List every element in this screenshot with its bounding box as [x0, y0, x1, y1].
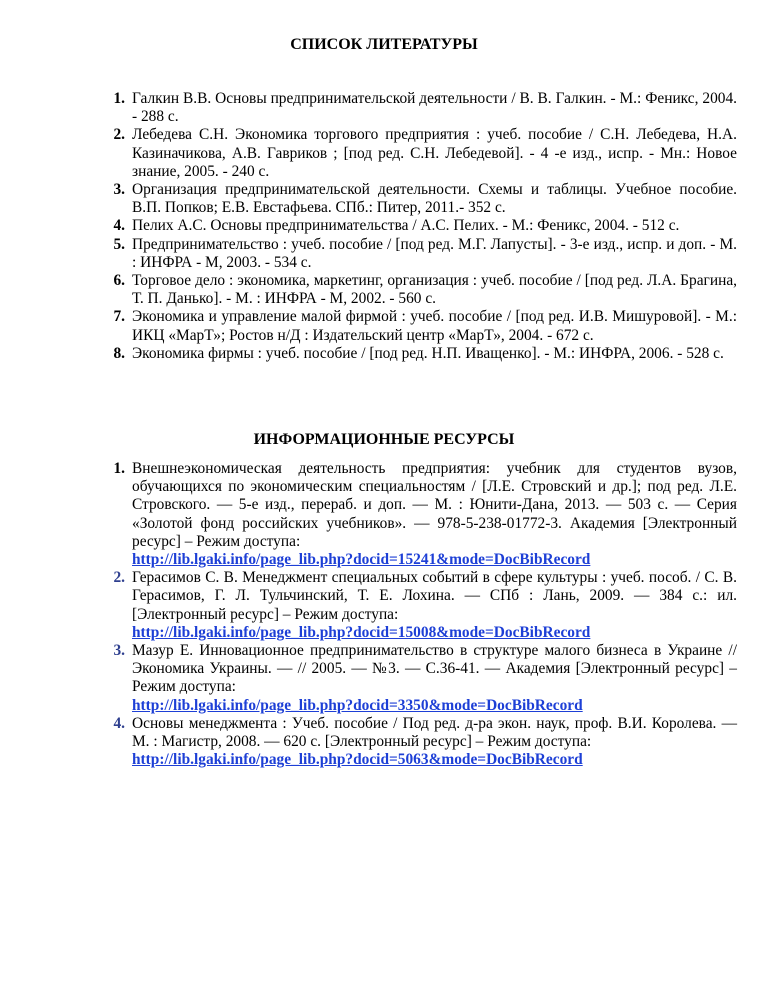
resource-text: Мазур Е. Инновационное предпринимательство в структуре малого бизнеса в Украине // Экономика Украины. — // 2005. — №3. — С.36-41. — Академия [Электронный ресурс] – Режим доступа: — [132, 642, 737, 696]
resource-number: 4. — [113, 714, 125, 732]
reference-number: 3. — [113, 181, 125, 199]
resource-item — [105, 642, 737, 715]
reference-item — [105, 90, 737, 126]
resource-item — [105, 460, 737, 569]
resource-number: 3. — [113, 642, 125, 660]
resource-number: 1. — [113, 460, 125, 477]
resource-number: 2. — [113, 569, 125, 587]
reference-item — [105, 272, 737, 308]
reference-item — [105, 236, 737, 272]
reference-text: Экономика и управление малой фирмой : учеб. пособие / [под ред. И.В. Мишуровой]. - М.: ИКЦ «МарТ»; Ростов н/Д : Издательский центр «МарТ», 2004. - 672 с. — [132, 308, 737, 344]
reference-text: Предпринимательство : учеб. пособие / [под ред. М.Г. Лапусты]. - 3-е изд., испр. и доп. - М. : ИНФРА - М, 2003. - 534 с. — [132, 235, 737, 271]
reference-number: 5. — [113, 235, 125, 253]
reference-number: 1. — [113, 90, 125, 107]
reference-text: Торговое дело : экономика, маркетинг, организация : учеб. пособие / [под ред. Л.А. Брагина, Т. П. Данько]. - М. : ИНФРА - М, 2002. - 560 с. — [132, 272, 737, 308]
reference-text: Галкин В.В. Основы предпринимательской деятельности / В. В. Галкин. - М.: Феникс, 2004. - 288 с. — [132, 90, 737, 126]
reference-item — [105, 217, 737, 235]
reference-text: Экономика фирмы : учеб. пособие / [под ред. Н.П. Иващенко]. - М.: ИНФРА, 2006. - 528 с. — [132, 344, 724, 362]
reference-number: 8. — [113, 344, 125, 362]
resource-text: Основы менеджмента : Учеб. пособие / Под ред. д-ра экон. наук, проф. В.И. Королева. — М. : Магистр, 2008. — 620 с. [Электронный ресурс] – Режим доступа: — [132, 714, 737, 751]
resources-title: ИНФОРМАЦИОННЫЕ РЕСУРСЫ — [253, 431, 515, 448]
resource-link[interactable]: http://lib.lgaki.info/page_lib.php?docid=15008&mode=DocBibRecord — [132, 623, 591, 641]
resource-link[interactable]: http://lib.lgaki.info/page_lib.php?docid=3350&mode=DocBibRecord — [132, 696, 583, 714]
page-title: СПИСОК ЛИТЕРАТУРЫ — [290, 36, 478, 53]
reference-list — [105, 90, 737, 363]
reference-number: 2. — [113, 126, 125, 144]
reference-text: Пелих А.С. Основы предпринимательства / А.С. Пелих. - М.: Феникс, 2004. - 512 с. — [132, 217, 680, 235]
resource-text: Внешнеэкономическая деятельность предприятия: учебник для студентов вузов, обучающихся по экономическим специальностям / [Л.Е. Стровский и др.]; под ред. Л.Е. Стровского. — 5-е изд., перераб. и доп. — М. : Юнити-Дана, 2013. — 503 с. — Серия «Золотой фонд российских учебников». — 978-5-238-01772-3. Академия [Электронный ресурс] – Режим доступа: — [132, 460, 737, 550]
resource-link[interactable]: http://lib.lgaki.info/page_lib.php?docid=15241&mode=DocBibRecord — [132, 551, 591, 569]
resource-list — [105, 460, 737, 769]
reference-item — [105, 126, 737, 181]
resource-text: Герасимов С. В. Менеджмент специальных событий в сфере культуры : учеб. пособ. / С. В. Герасимов, Г. Л. Тульчинский, Т. Е. Лохина. — СПб : Лань, 2009. — 384 с.: ил. [Электронный ресурс] – Режим доступа: — [132, 569, 737, 623]
reference-number: 4. — [113, 217, 125, 235]
reference-text: Организация предпринимательской деятельности. Схемы и таблицы. Учебное пособие. В.П. Попков; Е.В. Евстафьева. СПб.: Питер, 2011.- 352 с. — [132, 181, 737, 217]
reference-number: 6. — [113, 272, 125, 290]
resource-item — [105, 569, 737, 642]
reference-number: 7. — [113, 308, 125, 326]
reference-item — [105, 345, 737, 363]
resource-link[interactable]: http://lib.lgaki.info/page_lib.php?docid=5063&mode=DocBibRecord — [132, 751, 583, 769]
reference-item — [105, 308, 737, 344]
reference-text: Лебедева С.Н. Экономика торгового предприятия : учеб. пособие / С.Н. Лебедева, Н.А. Казиначикова, А.В. Гавриков ; [под ред. С.Н. Лебедевой]. - 4 -е изд., испр. - Мн.: Новое знание, 2005. - 240 с. — [132, 126, 737, 180]
resource-item — [105, 715, 737, 770]
reference-item — [105, 181, 737, 217]
